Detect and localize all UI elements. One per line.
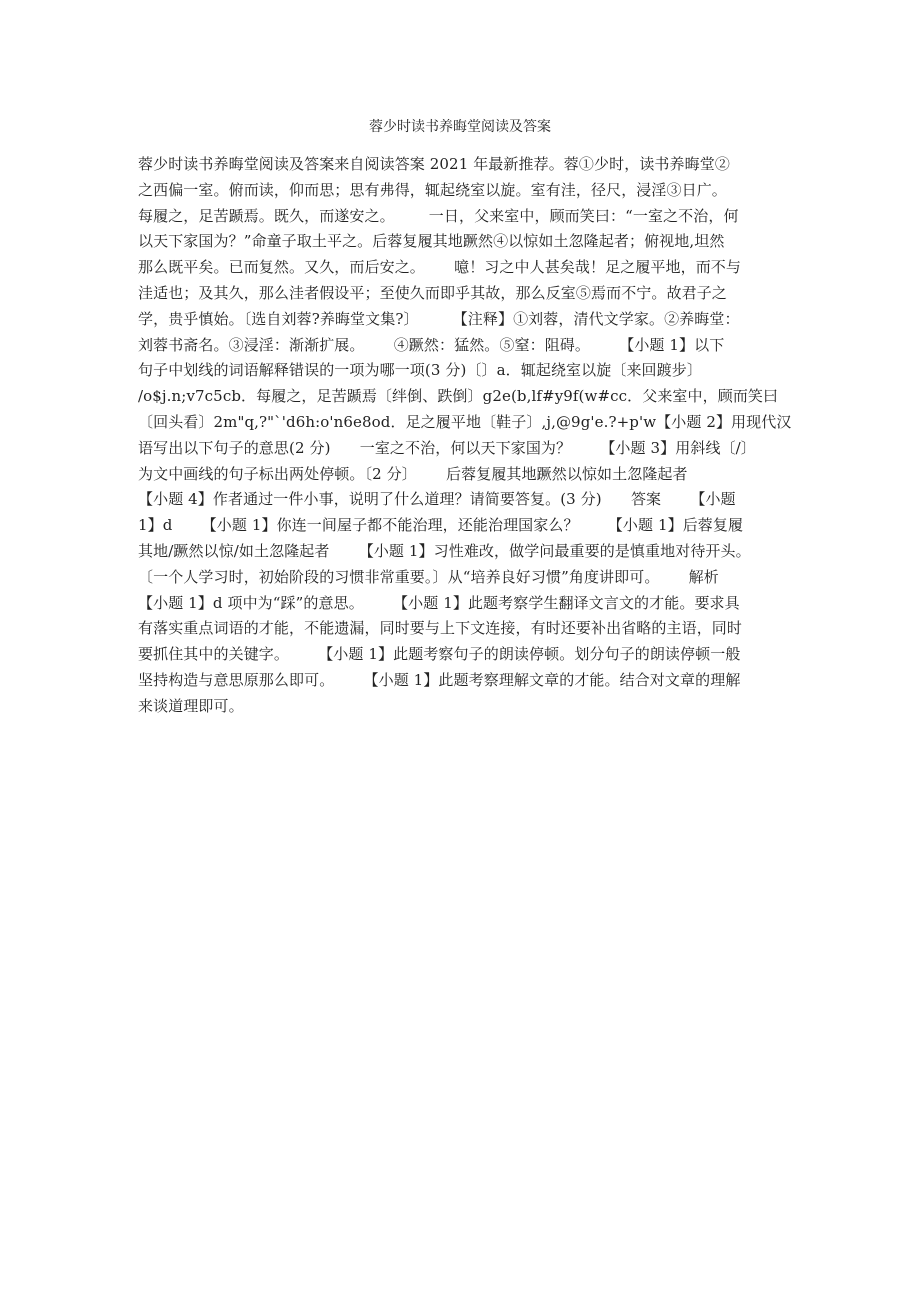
text-line: 语写出以下句子的意思(2 分) 一室之不治，何以天下家国为？ 【小题 3】用斜线〔/〕: [138, 438, 756, 457]
text-line: 刘蓉书斋名。③浸淫：渐渐扩展。 ④蹶然：猛然。⑤窒：阻碍。 【小题 1】以下: [138, 335, 725, 354]
text-line: 句子中划线的词语解释错误的一项为哪一项(3 分)〔〕a．辄起绕室以旋〔来回踱步〕: [138, 361, 702, 380]
text-line: 要抓住其中的关键字。 【小题 1】此题考察句子的朗读停顿。划分句子的朗读停顿一般: [138, 645, 741, 664]
document-body: [138, 152, 792, 720]
text-line: 【小题 1】d 项中为“踩”的意思。 【小题 1】此题考察学生翻译文言文的才能。要求具: [138, 593, 740, 612]
text-line: 〔回头看〕2m"q,?"`'d6h:o'n6e8od．足之履平地〔鞋子〕,j,@9g'e.?+p'w【小题 2】用现代汉: [138, 412, 792, 431]
text-line: 蓉少时读书养晦堂阅读及答案来自阅读答案 2021 年最新推荐。蓉①少时，读书养晦堂②: [138, 155, 730, 173]
text-line: 〔一个人学习时，初始阶段的习惯非常重要。〕从“培养良好习惯”角度讲即可。 解析: [138, 567, 719, 586]
text-line: /o$j.n;v7c5cb．每履之，足苦踬焉〔绊倒、跌倒〕g2e(b,lf#y9f(w#cc．父来室中，顾而笑曰: [138, 387, 779, 406]
text-line: 学，贵乎慎始。〔选自刘蓉?养晦堂文集?〕 【注释】①刘蓉，清代文学家。②养晦堂：: [138, 309, 740, 328]
text-line: 其地/蹶然以惊/如土忽隆起者 【小题 1】习性难改，做学问最重要的是慎重地对待开头。: [138, 541, 751, 560]
text-line: 【小题 4】作者通过一件小事，说明了什么道理？请简要答复。(3 分) 答案 【小题: [138, 490, 736, 509]
text-line: 以天下家国为？”命童子取土平之。后蓉复履其地蹶然④以惊如土忽隆起者；俯视地,坦然: [138, 232, 725, 251]
text-line: 来谈道理即可。: [138, 696, 244, 715]
text-line: 有落实重点词语的才能，不能遗漏，同时要与上下文连接，有时还要补出省略的主语，同时: [138, 619, 743, 638]
text-line: 1】d 【小题 1】你连一间屋子都不能治理，还能治理国家么？ 【小题 1】后蓉复履: [138, 516, 744, 535]
text-line: 每履之，足苦踬焉。既久，而遂安之。 一日，父来室中，顾而笑曰：“一室之不治，何: [138, 206, 739, 225]
text-line: 为文中画线的句子标出两处停顿。〔2 分〕 后蓉复履其地蹶然以惊如土忽隆起者: [138, 464, 688, 483]
text-line: 之西偏一室。俯而读，仰而思；思有弗得，辄起绕室以旋。室有洼，径尺，浸淫③日广。: [138, 180, 727, 199]
text-line: 那么既平矣。已而复然。又久，而后安之。 噫！习之中人甚矣哉！足之履平地，而不与: [138, 258, 742, 277]
text-line: 坚持构造与意思原那么即可。 【小题 1】此题考察理解文章的才能。结合对文章的理解: [138, 670, 741, 689]
document-title: 蓉少时读书养晦堂阅读及答案: [369, 119, 551, 135]
text-line: 洼适也；及其久，那么洼者假设平；至使久而即乎其故，那么反室⑤焉而不宁。故君子之: [138, 283, 727, 302]
